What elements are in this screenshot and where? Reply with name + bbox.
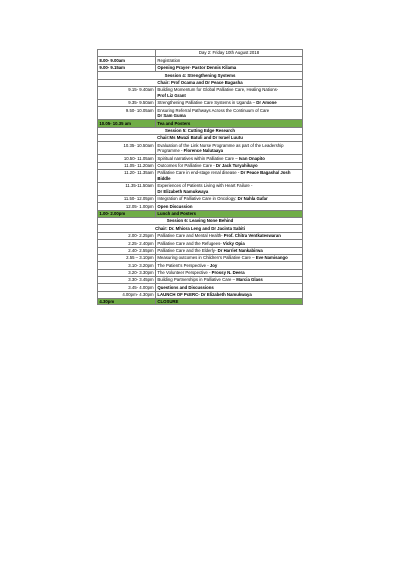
session-topic: The Volunteer Perspective - [157, 270, 211, 276]
session-header-row [98, 134, 303, 141]
time-cell: 3.30- 3.45pm [98, 277, 156, 284]
speaker-name: Dr Nahla Gafar [237, 196, 268, 202]
description-cell [156, 64, 303, 71]
description-cell [156, 183, 303, 196]
session-header-row [98, 218, 303, 225]
time-cell: 2.40- 2.55pm [98, 247, 156, 254]
time-cell: 3.10- 3.20pm [98, 262, 156, 269]
session-topic: Questions and Discussions [157, 284, 214, 290]
agenda-row [98, 107, 303, 120]
day-header-blank-cell [98, 50, 156, 57]
time-cell: 8.00- 9.00am [98, 57, 156, 64]
agenda-row [98, 195, 303, 202]
agenda-row [98, 284, 303, 291]
time-cell: 2.00- 2.25pm [98, 232, 156, 239]
time-cell: 9.50- 10.05am [98, 107, 156, 120]
agenda-row [98, 142, 303, 155]
session-topic: Palliative Care and the Refugees- [157, 240, 222, 246]
agenda-row [98, 155, 303, 162]
session-header-row [98, 127, 303, 134]
session-topic: Opening Prayer- Pastor Dennis Kilama [157, 65, 237, 71]
session-title: Chair:Ms Mwazi Batuli and Dr Israel Luutu [98, 134, 303, 141]
agenda-row [98, 254, 303, 261]
session-title: Session 6: Leaving None Behind [98, 218, 303, 225]
time-cell: 10.50- 11.05am [98, 155, 156, 162]
description-cell [156, 142, 303, 155]
session-title: Session 5: Cutting Edge Research [98, 127, 303, 134]
agenda-row [98, 99, 303, 106]
session-topic: LAUNCH OF PcERC- [157, 292, 200, 298]
speaker-name: Dr Amone [256, 100, 277, 106]
description-cell [156, 162, 303, 169]
session-header-row [98, 72, 303, 79]
session-topic: Experiences of Patients Living with Heart Failure - [157, 183, 253, 189]
description-cell [156, 155, 303, 162]
speaker-name: Dr Harriet Nankabirwa [217, 247, 263, 253]
session-topic: Building Partnerships in Palliative Care – [157, 277, 236, 283]
agenda-row [98, 64, 303, 71]
break-row [98, 210, 303, 217]
description-cell [156, 170, 303, 183]
speaker-name: Florence Nalutaaya [183, 148, 224, 154]
time-cell: 4.30pm [98, 299, 156, 304]
session-topic: Palliative Care and the Elderly- [157, 247, 217, 253]
day-header: Day 2: Friday 10th August 2018 [156, 50, 303, 57]
time-cell: 9.15- 9.40am [98, 86, 156, 99]
description-cell [156, 210, 303, 217]
session-topic: Registration [157, 57, 181, 63]
time-cell: 2.25- 2.40pm [98, 240, 156, 247]
session-topic: Measuring outcomes in Children’s Palliative Care – [157, 255, 255, 261]
description-cell [156, 86, 303, 99]
session-topic: Building Momentum for Global Palliative Care, Healing Nations- [157, 87, 279, 93]
session-topic: Palliative Care and Mental Health- [157, 233, 223, 239]
session-topic: Palliative Care in end-stage renal disease - [157, 170, 240, 176]
description-cell [156, 254, 303, 261]
speaker-name: Marcia Glass [236, 277, 263, 283]
session-topic: Strengthening Palliative Care Systems in Uganda – [157, 100, 256, 106]
time-cell: 11.20- 11.35am [98, 170, 156, 183]
description-cell [156, 57, 303, 64]
agenda-row [98, 262, 303, 269]
speaker-name: Prossy N. Deera [211, 270, 245, 276]
speaker-name: Dr Elizabeth Namukwaya [200, 292, 252, 298]
session-topic: Evaluation of the Link Nurse Programme as part of the Leadership Programme - [157, 142, 284, 154]
time-cell: 11.05- 11.20am [98, 162, 156, 169]
session-topic: Outcomes for Palliative Care - [157, 163, 215, 169]
session-topic: Open Discussion [157, 203, 193, 209]
speaker-name: Joy [209, 262, 218, 268]
session-topic: Lunch and Posters [157, 211, 197, 217]
time-cell: 10.35- 10.50am [98, 142, 156, 155]
description-cell [156, 269, 303, 276]
time-cell: 9.35- 9.50am [98, 99, 156, 106]
speaker-name: Prof Liz Grant [157, 92, 186, 98]
agenda-row [98, 291, 303, 298]
session-header-row [98, 79, 303, 86]
description-cell [156, 284, 303, 291]
description-cell [156, 240, 303, 247]
break-row [98, 120, 303, 127]
agenda-table [97, 49, 303, 305]
agenda-row [98, 162, 303, 169]
description-cell [156, 107, 303, 120]
time-cell: 12.05- 1.00pm [98, 203, 156, 210]
agenda-row [98, 240, 303, 247]
agenda-row [98, 203, 303, 210]
session-topic: Spiritual narratives within Palliative Care – [157, 155, 238, 161]
description-cell [156, 299, 303, 304]
description-cell [156, 247, 303, 254]
session-title: Session 4: Strengthening Systems [98, 72, 303, 79]
speaker-name: Prof. Chitra Ventkateswaran [223, 233, 281, 239]
description-cell [156, 203, 303, 210]
session-title: Chair: Prof Ocama and Dr Peace Bagasha [98, 79, 303, 86]
day-header-row [98, 50, 303, 57]
break-row [98, 299, 303, 304]
time-cell: 1.00- 2.00pm [98, 210, 156, 217]
agenda-row [98, 277, 303, 284]
agenda-row [98, 57, 303, 64]
agenda-row [98, 170, 303, 183]
time-cell: 11.35-11.50am [98, 183, 156, 196]
session-header-row [98, 225, 303, 232]
session-topic: CLOSURE [157, 298, 179, 304]
session-topic: The Patient’s Perspective - [157, 262, 209, 268]
agenda-row [98, 86, 303, 99]
description-cell [156, 232, 303, 239]
session-topic: Ensuring Referral Pathways Across the Continuum of Care [157, 107, 270, 113]
speaker-name: Dr Sam Guma [157, 113, 186, 119]
description-cell [156, 195, 303, 202]
time-cell: 3.45- 4.00pm [98, 284, 156, 291]
time-cell: 11.50- 12.05pm [98, 195, 156, 202]
session-topic: Integration of Palliative Care in Oncology: [157, 196, 237, 202]
speaker-name: Vicky Opia [222, 240, 245, 246]
speaker-name: Dr Peace Bagasha/ Josh Biddle [157, 170, 291, 182]
description-cell [156, 277, 303, 284]
time-cell: 10.05- 10.35 am [98, 120, 156, 127]
agenda-row [98, 183, 303, 196]
session-topic: Tea and Posters [157, 120, 191, 126]
agenda-row [98, 247, 303, 254]
speaker-name: Dr Jack Turyahikayo [215, 163, 258, 169]
time-cell: 2.55 – 3.10pm [98, 254, 156, 261]
agenda-row [98, 269, 303, 276]
session-title: Chair: Dr. Mhiora Leng and Dr Jacinta Sabiti [98, 225, 303, 232]
time-cell: 9.00- 9.15am [98, 64, 156, 71]
agenda-row [98, 232, 303, 239]
speaker-name: Dr Elizabeth Namukwaya [157, 188, 209, 194]
speaker-name: Eve Namisango [255, 255, 288, 261]
description-cell [156, 99, 303, 106]
time-cell: 3.20- 3.30pm [98, 269, 156, 276]
speaker-name: Ivan Onapito [238, 155, 265, 161]
description-cell [156, 291, 303, 298]
description-cell [156, 262, 303, 269]
description-cell [156, 120, 303, 127]
time-cell: 4.00pm- 4.30pm [98, 291, 156, 298]
